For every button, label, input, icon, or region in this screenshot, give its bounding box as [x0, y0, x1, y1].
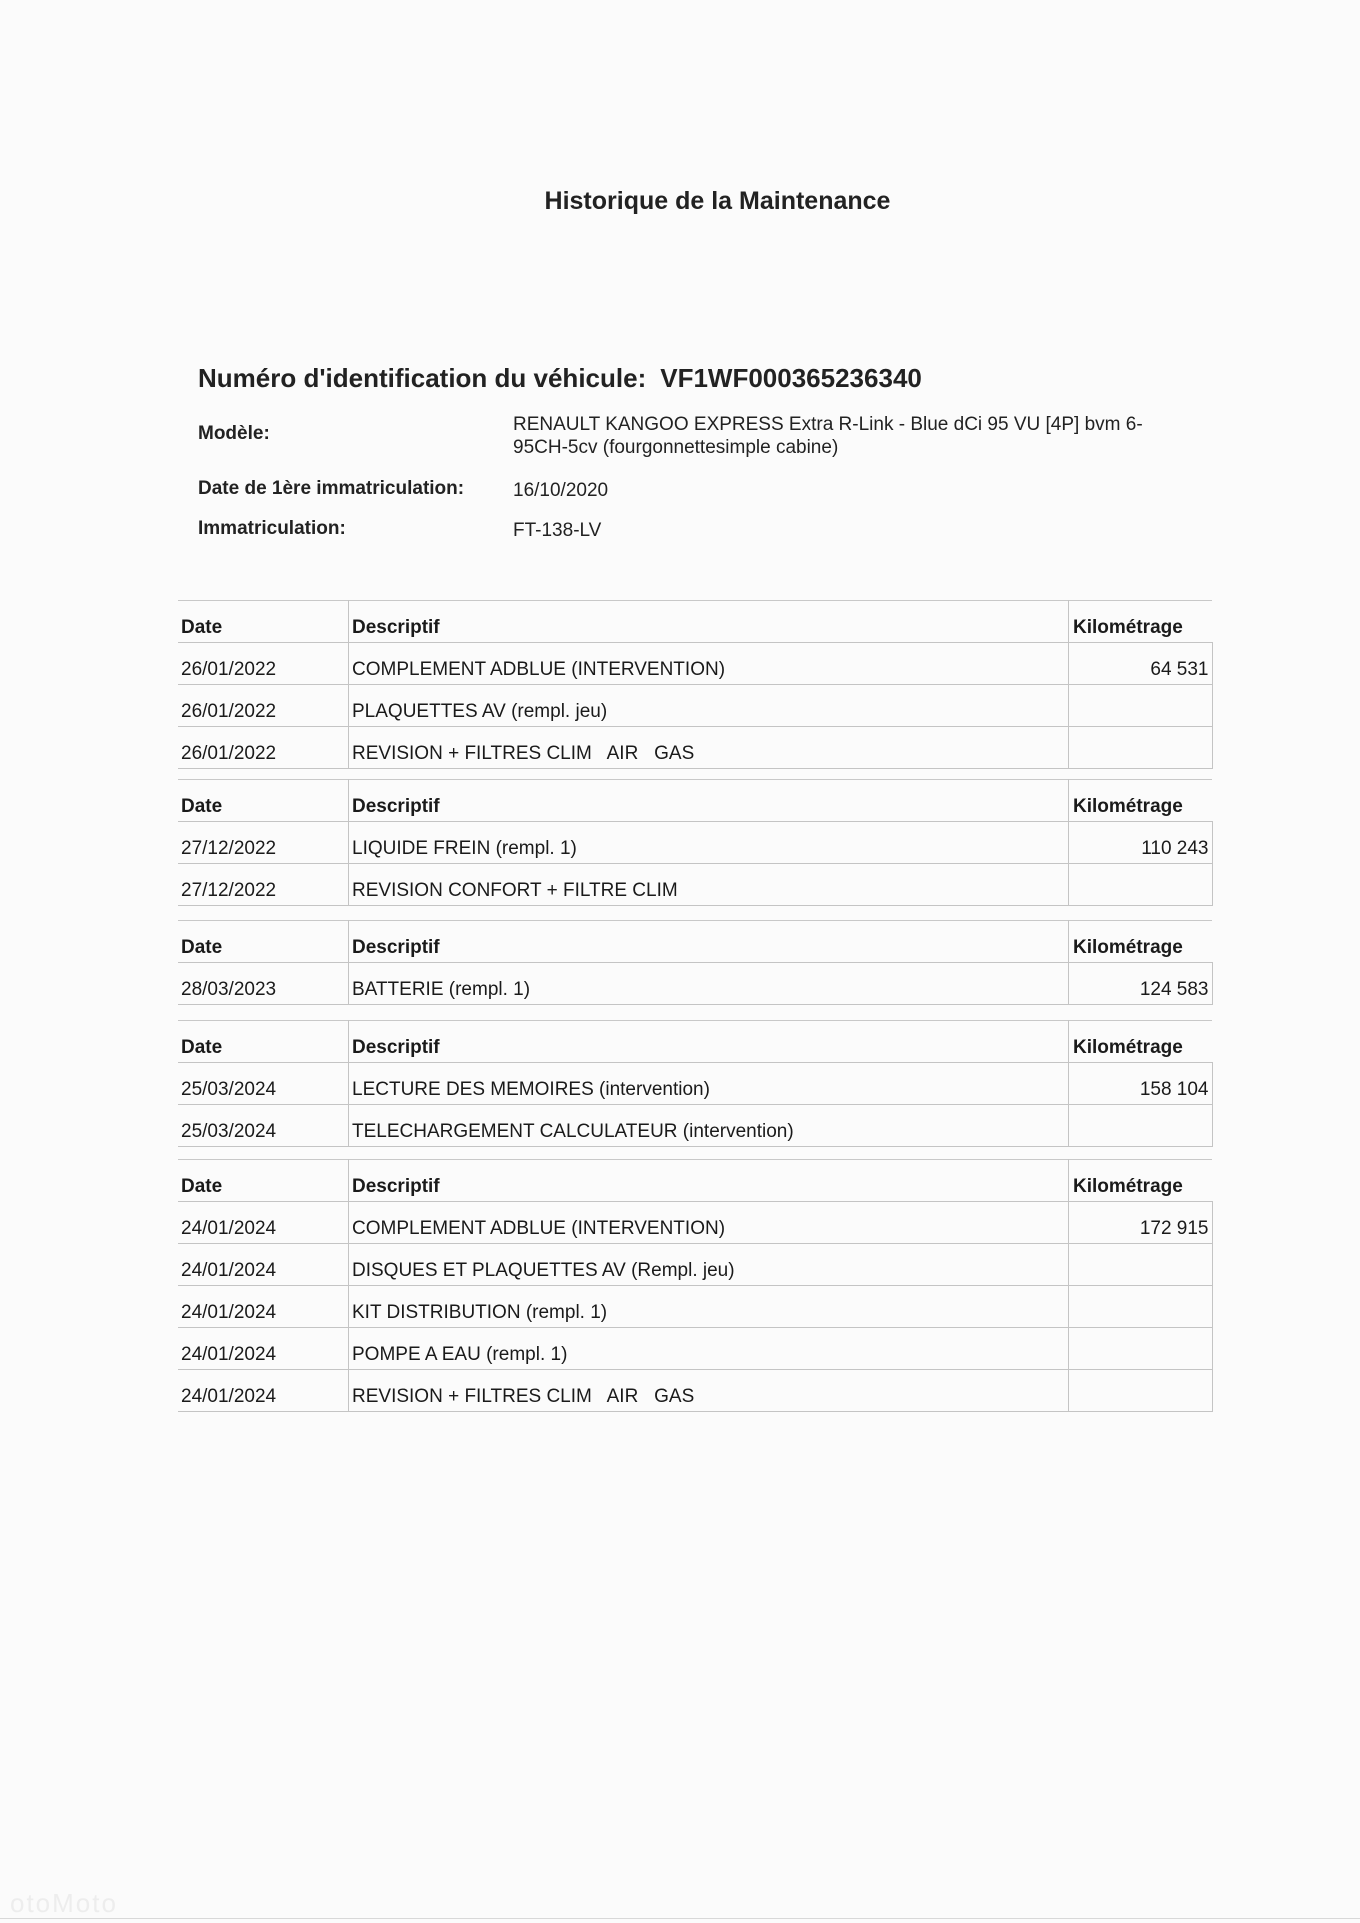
row-date: 24/01/2024 — [178, 1202, 349, 1244]
row-kilometrage: 110 243 — [1069, 822, 1213, 864]
row-kilometrage-empty — [1069, 727, 1213, 769]
descriptif-column-header: Descriptif — [349, 1021, 1069, 1063]
table-header-row — [178, 780, 1212, 822]
row-kilometrage-empty — [1069, 864, 1213, 906]
model-value: RENAULT KANGOO EXPRESS Extra R-Link - Blue dCi 95 VU [4P] bvm 6-95CH-5cv (fourgonnettesimple cabine) — [513, 414, 1143, 458]
table-row — [178, 864, 1212, 906]
kilometrage-column-header: Kilométrage — [1069, 1021, 1213, 1063]
date-column-header: Date — [178, 601, 349, 643]
maintenance-table — [178, 600, 1213, 769]
row-date: 24/01/2024 — [178, 1286, 349, 1328]
row-descriptif: DISQUES ET PLAQUETTES AV (Rempl. jeu) — [349, 1244, 1069, 1286]
row-kilometrage: 64 531 — [1069, 643, 1213, 685]
maintenance-table — [178, 920, 1213, 1005]
row-date: 25/03/2024 — [178, 1105, 349, 1147]
plate-label: Immatriculation: — [198, 518, 346, 539]
date-column-header: Date — [178, 780, 349, 822]
date-column-header: Date — [178, 1021, 349, 1063]
plate-value: FT-138-LV — [513, 520, 602, 541]
table-row — [178, 1370, 1212, 1412]
first-registration-value: 16/10/2020 — [513, 480, 609, 501]
row-kilometrage: 172 915 — [1069, 1202, 1213, 1244]
row-kilometrage-empty — [1069, 1105, 1213, 1147]
table-row — [178, 1063, 1212, 1105]
kilometrage-column-header: Kilométrage — [1069, 601, 1213, 643]
kilometrage-column-header: Kilométrage — [1069, 921, 1213, 963]
row-descriptif: REVISION CONFORT + FILTRE CLIM — [349, 864, 1069, 906]
table-row — [178, 685, 1212, 727]
descriptif-column-header: Descriptif — [349, 601, 1069, 643]
vin-label: Numéro d'identification du véhicule: — [198, 363, 647, 393]
row-date: 27/12/2022 — [178, 822, 349, 864]
watermark: otoMoto — [10, 1888, 118, 1918]
document-title: Historique de la Maintenance — [544, 187, 891, 215]
row-descriptif: LIQUIDE FREIN (rempl. 1) — [349, 822, 1069, 864]
row-date: 24/01/2024 — [178, 1328, 349, 1370]
row-kilometrage-empty — [1069, 685, 1213, 727]
kilometrage-column-header: Kilométrage — [1069, 1160, 1213, 1202]
row-descriptif: LECTURE DES MEMOIRES (intervention) — [349, 1063, 1069, 1105]
row-descriptif: REVISION + FILTRES CLIM AIR GAS — [349, 1370, 1069, 1412]
row-date: 26/01/2022 — [178, 727, 349, 769]
maintenance-table — [178, 779, 1213, 906]
vin-value: VF1WF000365236340 — [660, 363, 922, 393]
row-descriptif: TELECHARGEMENT CALCULATEUR (intervention) — [349, 1105, 1069, 1147]
first-registration-label: Date de 1ère immatriculation: — [198, 478, 465, 499]
table-header-row — [178, 601, 1212, 643]
table-row — [178, 1202, 1212, 1244]
table-row — [178, 1244, 1212, 1286]
row-date: 27/12/2022 — [178, 864, 349, 906]
vin-line — [198, 363, 922, 394]
row-descriptif: POMPE A EAU (rempl. 1) — [349, 1328, 1069, 1370]
row-descriptif: COMPLEMENT ADBLUE (INTERVENTION) — [349, 1202, 1069, 1244]
row-descriptif: KIT DISTRIBUTION (rempl. 1) — [349, 1286, 1069, 1328]
descriptif-column-header: Descriptif — [349, 1160, 1069, 1202]
table-row — [178, 727, 1212, 769]
page-bottom-divider — [0, 1918, 1360, 1919]
table-header-row — [178, 1021, 1212, 1063]
row-descriptif: BATTERIE (rempl. 1) — [349, 963, 1069, 1005]
maintenance-table — [178, 1020, 1213, 1147]
table-row — [178, 1328, 1212, 1370]
row-date: 26/01/2022 — [178, 685, 349, 727]
maintenance-table — [178, 1159, 1213, 1412]
date-column-header: Date — [178, 921, 349, 963]
row-kilometrage-empty — [1069, 1328, 1213, 1370]
kilometrage-column-header: Kilométrage — [1069, 780, 1213, 822]
row-date: 24/01/2024 — [178, 1370, 349, 1412]
row-descriptif: REVISION + FILTRES CLIM AIR GAS — [349, 727, 1069, 769]
descriptif-column-header: Descriptif — [349, 921, 1069, 963]
table-row — [178, 963, 1212, 1005]
row-date: 28/03/2023 — [178, 963, 349, 1005]
table-row — [178, 1105, 1212, 1147]
table-header-row — [178, 921, 1212, 963]
row-date: 25/03/2024 — [178, 1063, 349, 1105]
row-date: 24/01/2024 — [178, 1244, 349, 1286]
row-kilometrage: 158 104 — [1069, 1063, 1213, 1105]
table-row — [178, 822, 1212, 864]
row-date: 26/01/2022 — [178, 643, 349, 685]
row-descriptif: PLAQUETTES AV (rempl. jeu) — [349, 685, 1069, 727]
row-kilometrage-empty — [1069, 1244, 1213, 1286]
row-descriptif: COMPLEMENT ADBLUE (INTERVENTION) — [349, 643, 1069, 685]
row-kilometrage-empty — [1069, 1370, 1213, 1412]
row-kilometrage: 124 583 — [1069, 963, 1213, 1005]
descriptif-column-header: Descriptif — [349, 780, 1069, 822]
row-kilometrage-empty — [1069, 1286, 1213, 1328]
model-label: Modèle: — [198, 423, 270, 444]
table-row — [178, 1286, 1212, 1328]
table-header-row — [178, 1160, 1212, 1202]
date-column-header: Date — [178, 1160, 349, 1202]
table-row — [178, 643, 1212, 685]
